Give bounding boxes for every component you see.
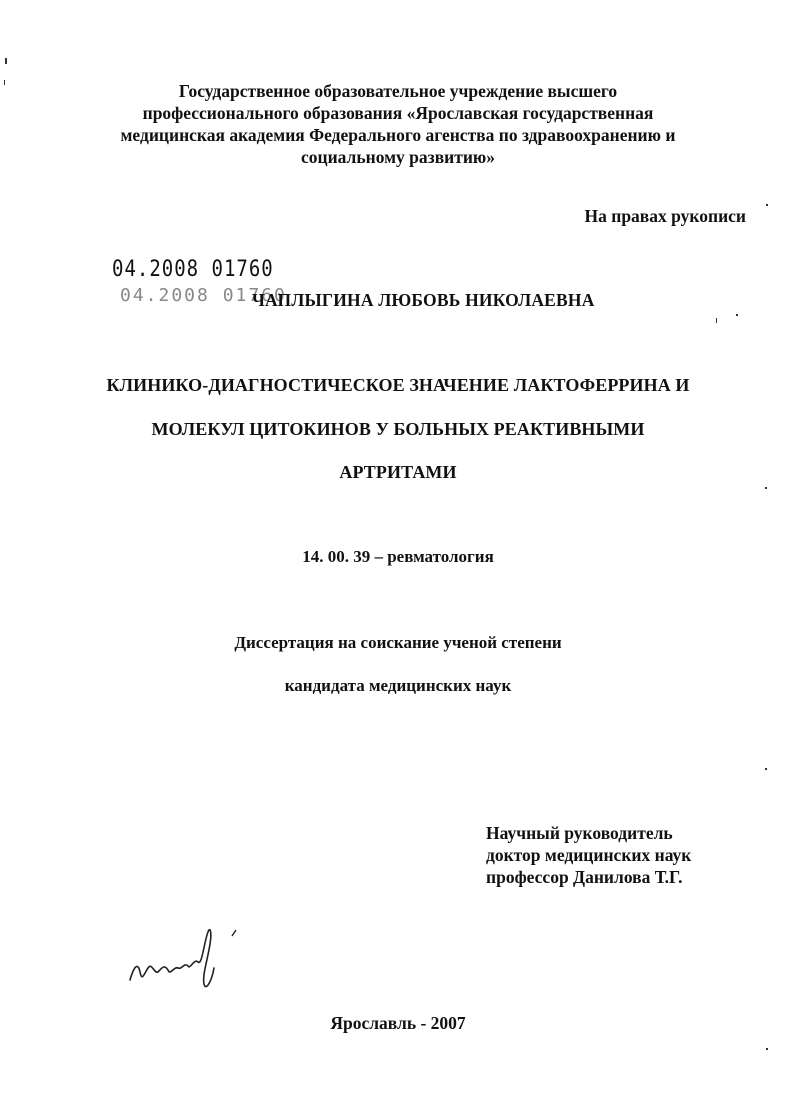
specialty-code: 14. 00. 39 – ревматология <box>302 547 494 566</box>
scan-speck <box>4 80 5 85</box>
scan-speck <box>736 314 738 316</box>
scan-speck <box>766 204 768 206</box>
institution-block <box>0 80 796 168</box>
rights-note: На правах рукописи <box>584 206 746 226</box>
scan-speck <box>766 1048 768 1050</box>
signature-stroke <box>130 930 214 987</box>
scan-speck <box>765 487 767 489</box>
scan-speck <box>765 768 767 770</box>
scan-speck <box>716 318 717 323</box>
degree-line: кандидата медицинских наук <box>284 676 512 695</box>
catalog-stamp: 04.2008 01760 <box>112 256 274 282</box>
institution-line: медицинская академия Федерального агенства по здравоохранению и <box>120 125 676 145</box>
handwritten-signature <box>124 922 244 992</box>
title-line: КЛИНИКО-ДИАГНОСТИЧЕСКОЕ ЗНАЧЕНИЕ ЛАКТОФЕРРИНА И <box>106 375 690 395</box>
title-line: АРТРИТАМИ <box>339 462 457 482</box>
place-year: Ярославль - 2007 <box>330 1013 466 1033</box>
title-line: МОЛЕКУЛ ЦИТОКИНОВ У БОЛЬНЫХ РЕАКТИВНЫМИ <box>151 419 645 439</box>
supervisor-block <box>486 822 691 888</box>
degree-line: Диссертация на соискание ученой степени <box>234 633 562 652</box>
supervisor-line: профессор Данилова Т.Г. <box>486 867 683 887</box>
supervisor-line: Научный руководитель <box>486 823 673 843</box>
author-name: ЧАПЛЫГИНА ЛЮБОВЬ НИКОЛАЕВНА <box>252 290 595 310</box>
supervisor-line: доктор медицинских наук <box>486 845 692 865</box>
signature-mark <box>232 930 236 936</box>
institution-line: социальному развитию» <box>300 147 496 167</box>
scan-speck <box>5 58 7 64</box>
catalog-stamp-faded: 04.2008 01760 <box>120 285 287 306</box>
institution-line: профессионального образования «Ярославская государственная <box>142 103 654 123</box>
institution-line: Государственное образовательное учреждение высшего <box>178 81 618 101</box>
